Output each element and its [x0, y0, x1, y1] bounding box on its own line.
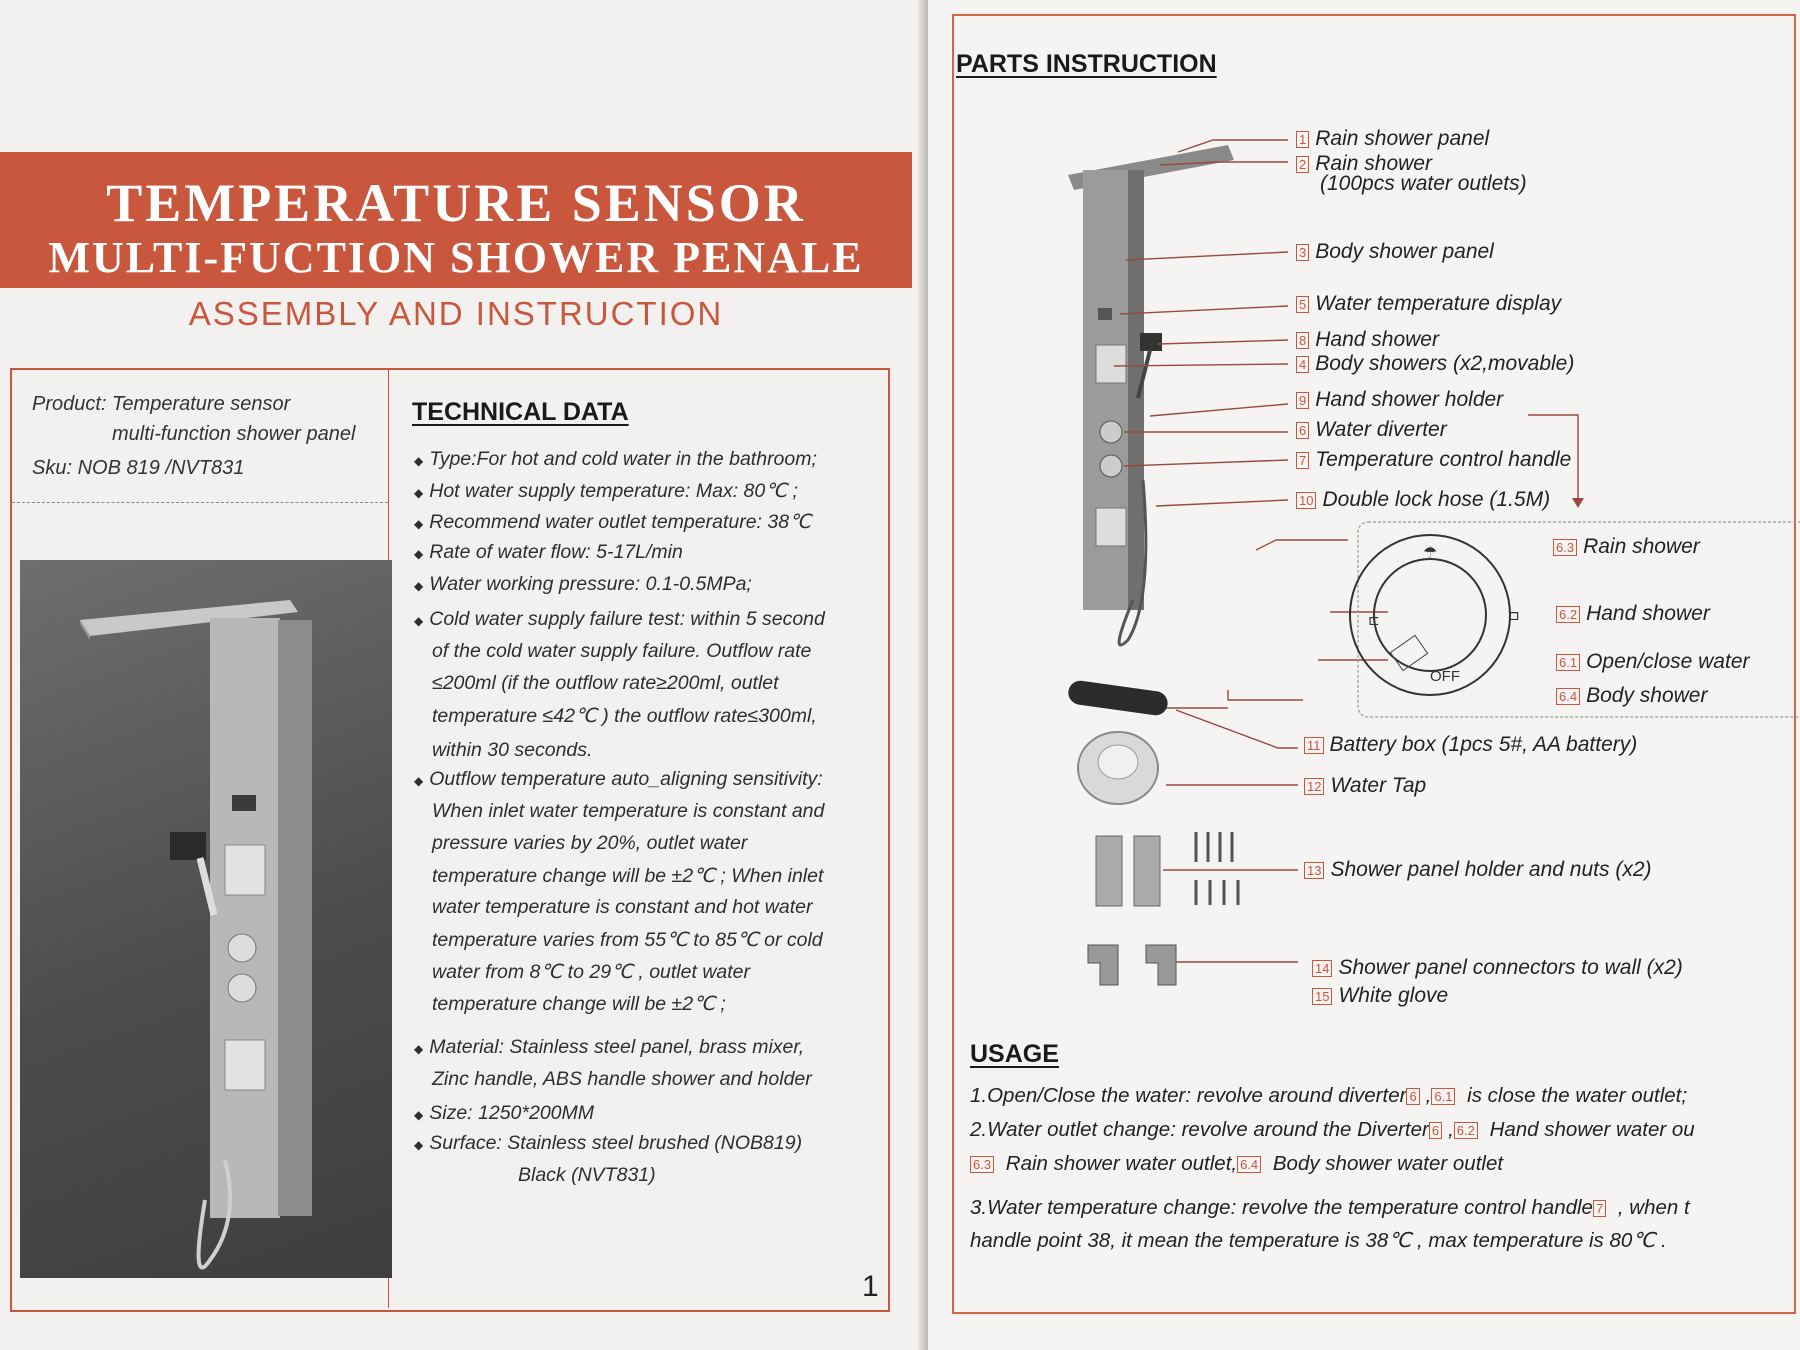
- spec-size: ◆ Size: 1250*200MM: [414, 1102, 594, 1124]
- part-13: 13 Shower panel holder and nuts (x2): [1304, 858, 1652, 882]
- spec-hot-water-max: ◆ Hot water supply temperature: Max: 80℃ ;: [414, 480, 798, 502]
- spec-cold-failure-4: temperature ≤42℃ ) the outflow rate≤300ml,: [432, 705, 817, 727]
- spec-type: ◆ Type:For hot and cold water in the bathroom;: [414, 448, 817, 470]
- part-2-detail: (100pcs water outlets): [1320, 172, 1527, 195]
- spec-sensitivity-8: temperature change will be ±2℃ ;: [432, 993, 726, 1015]
- spec-sensitivity-5: water temperature is constant and hot water: [432, 896, 813, 918]
- part-2: 2 Rain shower: [1296, 152, 1432, 176]
- part-10: 10 Double lock hose (1.5M): [1296, 488, 1550, 512]
- spec-material-2: Zinc handle, ABS handle shower and holder: [432, 1068, 812, 1090]
- part-7: 7 Temperature control handle: [1296, 448, 1571, 472]
- document-title-line1: TEMPERATURE SENSOR: [106, 173, 806, 233]
- spec-sensitivity-3: pressure varies by 20%, outlet water: [432, 832, 748, 854]
- spec-surface-2: Black (NVT831): [518, 1164, 656, 1186]
- title-band: [0, 152, 912, 288]
- spec-surface-1: ◆ Surface: Stainless steel brushed (NOB819): [414, 1132, 803, 1154]
- part-8: 8 Hand shower: [1296, 328, 1439, 352]
- part-5: 5 Water temperature display: [1296, 292, 1561, 316]
- product-divider: [12, 502, 388, 503]
- spec-material-1: ◆ Material: Stainless steel panel, brass mixer,: [414, 1036, 805, 1058]
- document-title-line2: MULTI-FUCTION SHOWER PENALE: [48, 233, 864, 282]
- usage-line-4: 3.Water temperature change: revolve the temperature control handle 7 , when t: [970, 1196, 1690, 1219]
- document-subtitle: ASSEMBLY AND INSTRUCTION: [188, 295, 724, 332]
- spec-recommend-temp: ◆ Recommend water outlet temperature: 38℃: [414, 511, 811, 533]
- part-15: 15 White glove: [1312, 984, 1448, 1008]
- parts-diagram: [928, 0, 1800, 1350]
- spec-sensitivity-2: When inlet water temperature is constant and: [432, 800, 825, 822]
- spec-cold-failure-3: ≤200ml (if the outflow rate≥200ml, outlet: [432, 672, 779, 694]
- product-photo: [20, 560, 392, 1278]
- part-9: 9 Hand shower holder: [1296, 388, 1503, 412]
- spec-flow-rate: ◆ Rate of water flow: 5-17L/min: [414, 541, 683, 563]
- part-14: 14 Shower panel connectors to wall (x2): [1312, 956, 1683, 980]
- spec-pressure: ◆ Water working pressure: 0.1-0.5MPa;: [414, 573, 752, 595]
- spec-cold-failure-1: ◆ Cold water supply failure test: within 5 second: [414, 608, 825, 630]
- right-page: [928, 0, 1800, 1350]
- part-6-2: 6.2 Hand shower: [1556, 602, 1710, 626]
- shower-panel-photo-illustration: [20, 560, 392, 1278]
- part-11: 11 Battery box (1pcs 5#, AA battery): [1304, 733, 1637, 757]
- svg-text:⊐: ⊐: [1508, 608, 1520, 624]
- usage-line-1: 1.Open/Close the water: revolve around diverter 6 , 6.1 is close the water outlet;: [970, 1084, 1688, 1107]
- spec-sensitivity-4: temperature change will be ±2℃ ; When inlet: [432, 865, 824, 887]
- part-1: 1 Rain shower panel: [1296, 127, 1489, 151]
- spec-cold-failure-2: of the cold water supply failure. Outflow rate: [432, 640, 812, 662]
- svg-text:⊏: ⊏: [1368, 613, 1380, 629]
- part-6-3: 6.3 Rain shower: [1553, 535, 1700, 559]
- parts-instruction-title: PARTS INSTRUCTION: [956, 50, 1217, 78]
- part-6-4: 6.4 Body shower: [1556, 684, 1707, 708]
- part-3: 3 Body shower panel: [1296, 240, 1494, 264]
- usage-line-5: handle point 38, it mean the temperature is 38℃ , max temperature is 80℃ .: [970, 1229, 1667, 1252]
- usage-line-2: 2.Water outlet change: revolve around the Diverter 6 , 6.2 Hand shower water ou: [970, 1118, 1695, 1141]
- spec-sensitivity-6: temperature varies from 55℃ to 85℃ or cold: [432, 929, 823, 951]
- spec-cold-failure-5: within 30 seconds.: [432, 739, 593, 761]
- product-sku: Sku: NOB 819 /NVT831: [32, 457, 245, 479]
- spec-sensitivity-1: ◆ Outflow temperature auto_aligning sensitivity:: [414, 768, 823, 790]
- part-4: 4 Body showers (x2,movable): [1296, 352, 1574, 376]
- usage-line-3: 6.3 Rain shower water outlet, 6.4 Body shower water outlet: [970, 1152, 1503, 1176]
- usage-title: USAGE: [970, 1040, 1059, 1068]
- svg-text:☂: ☂: [1423, 543, 1438, 562]
- diverter-off-label: OFF: [1430, 668, 1460, 685]
- product-line1: Product: Temperature sensor: [32, 393, 291, 415]
- page-number: 1: [862, 1270, 879, 1303]
- part-12: 12 Water Tap: [1304, 774, 1426, 798]
- spec-sensitivity-7: water from 8℃ to 29℃ , outlet water: [432, 961, 751, 983]
- part-6-1: 6.1 Open/close water: [1556, 650, 1750, 674]
- product-line2: multi-function shower panel: [112, 423, 356, 445]
- technical-data-title: TECHNICAL DATA: [412, 398, 629, 426]
- part-6: 6 Water diverter: [1296, 418, 1447, 442]
